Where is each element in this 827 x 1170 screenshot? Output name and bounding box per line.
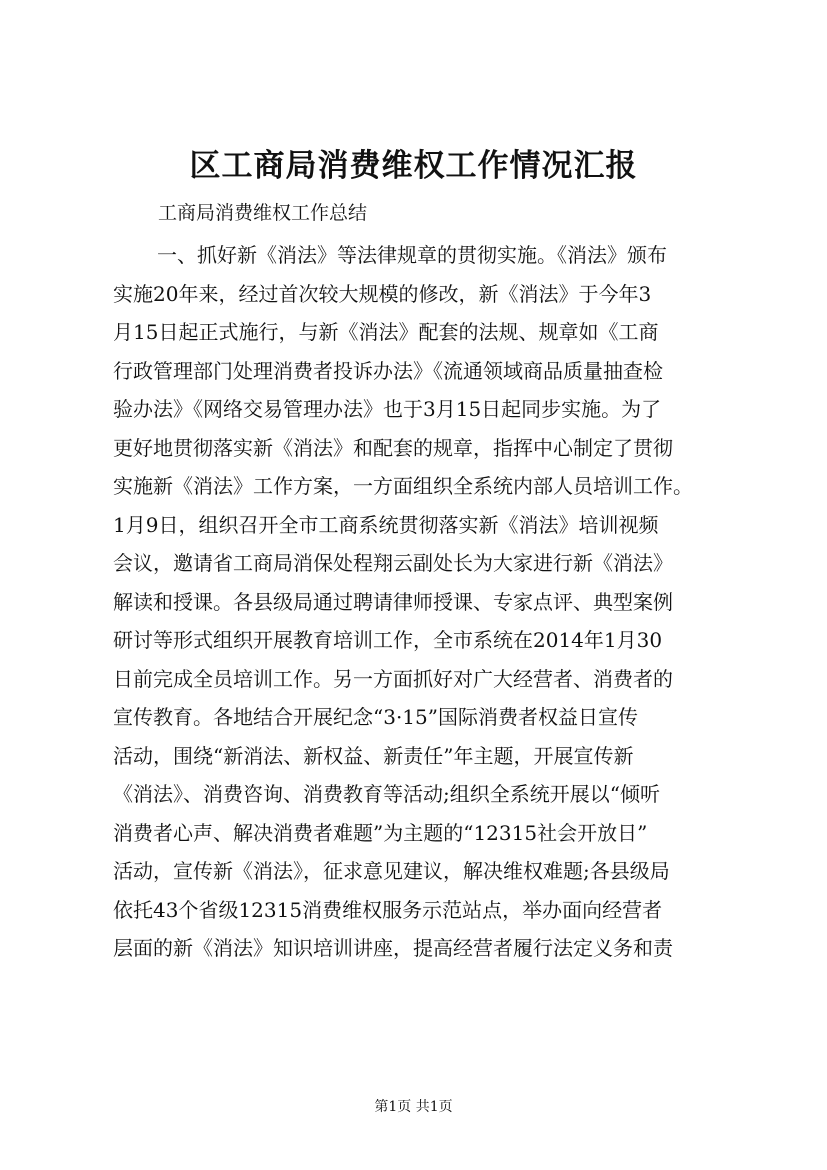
body-line: 活动，围绕“新消法、新权益、新责任”年主题，开展宣传新 — [113, 743, 634, 768]
body-line: 消费者心声、解决消费者难题”为主题的“12315社会开放日” — [113, 820, 648, 845]
body-line: 1月9日，组织召开全市工商系统贯彻落实新《消法》培训视频 — [113, 512, 659, 537]
body-line: 解读和授课。各县级局通过聘请律师授课、专家点评、典型案例 — [113, 589, 673, 614]
body-line: 一、抓好新《消法》等法律规章的贯彻实施。《消法》颁布 — [157, 243, 667, 267]
body-line: 行政管理部门处理消费者投诉办法》《流通领域商品质量抽查检 — [113, 358, 663, 383]
body-line: 依托43个省级12315消费维权服务示范站点，举办面向经营者 — [113, 897, 663, 922]
document-title: 区工商局消费维权工作情况汇报 — [189, 148, 638, 184]
document-body — [113, 240, 723, 972]
body-line: 层面的新《消法》知识培训讲座，提高经营者履行法定义务和责 — [113, 936, 673, 960]
body-line: 《消法》、消费咨询、消费教育等活动;组织全系统开展以“倾听 — [113, 782, 660, 806]
page-number-footer: 第1页 共1页 — [374, 1099, 453, 1115]
body-line: 研讨等形式组织开展教育培训工作，全市系统在2014年1月30 — [113, 628, 663, 652]
body-line: 验办法》《网络交易管理办法》也于3月15日起同步实施。为了 — [113, 397, 662, 421]
body-line: 更好地贯彻落实新《消法》和配套的规章，指挥中心制定了贯彻 — [113, 435, 673, 460]
document-subtitle: 工商局消费维权工作总结 — [158, 202, 368, 224]
body-line: 日前完成全员培训工作。另一方面抓好对广大经营者、消费者的 — [113, 666, 673, 691]
body-line: 活动，宣传新《消法》，征求意见建议，解决维权难题;各县级局 — [113, 859, 670, 883]
body-line: 宣传教育。各地结合开展纪念“3·15”国际消费者权益日宣传 — [113, 705, 638, 729]
body-line: 实施20年来，经过首次较大规模的修改，新《消法》于今年3 — [113, 281, 652, 306]
body-line: 会议，邀请省工商局消保处程翔云副处长为大家进行新《消法》 — [113, 551, 673, 575]
body-line: 月15日起正式施行，与新《消法》配套的法规、规章如《工商 — [113, 320, 659, 344]
body-line: 实施新《消法》工作方案，一方面组织全系统内部人员培训工作。 — [113, 474, 693, 498]
